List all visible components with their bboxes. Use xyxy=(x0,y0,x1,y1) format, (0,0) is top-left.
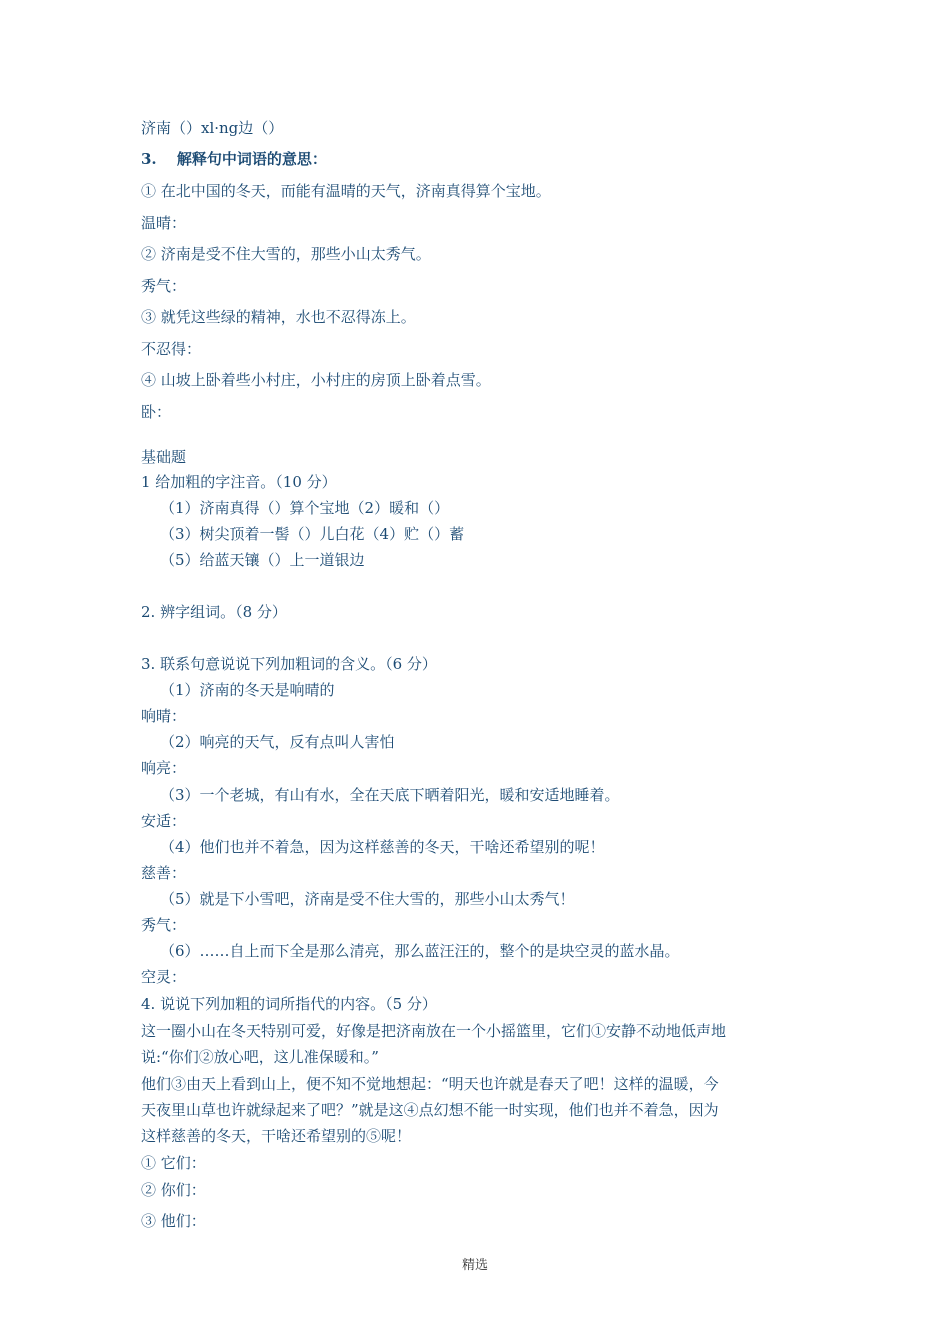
q3-title: 3. 联系句意说说下列加粗词的含义。（6 分） xyxy=(141,655,437,673)
q3-label-4: 慈善： xyxy=(141,864,187,882)
q4-passage-line-3: 他们③由天上看到山上，便不知不觉地想起：“明天也许就是春天了吧！这样的温暖，今 xyxy=(141,1075,719,1093)
q4-passage-line-4: 天夜里山草也许就绿起来了吧？”就是这④点幻想不能一时实现，他们也并不着急，因为 xyxy=(141,1101,719,1119)
q2-title: 2. 辨字组词。（8 分） xyxy=(141,603,287,621)
q4-passage-line-2: 说:“你们②放心吧，这儿准保暖和。” xyxy=(141,1048,379,1066)
q4-answer-1: ① 它们： xyxy=(141,1154,206,1172)
sentence-2: ② 济南是受不住大雪的，那些小山太秀气。 xyxy=(141,245,431,263)
q3-sentence-3: （3）一个老城，有山有水，全在天底下晒着阳光，暖和安适地睡着。 xyxy=(160,786,620,804)
q3-label-6: 空灵： xyxy=(141,968,187,986)
q3-sentence-5: （5）就是下小雪吧，济南是受不住大雪的，那些小山太秀气！ xyxy=(160,890,575,908)
answer-label-1: 温晴： xyxy=(141,214,187,232)
pinyin-line: 济南（）xl·ng边（） xyxy=(141,119,284,137)
answer-label-2: 秀气： xyxy=(141,277,187,295)
q4-passage-line-5: 这样慈善的冬天，干啥还希望别的⑤呢！ xyxy=(141,1127,412,1145)
question-3-title: 3. 解释句中词语的意思： xyxy=(141,150,327,168)
q4-title: 4. 说说下列加粗的词所指代的内容。（5 分） xyxy=(141,995,437,1013)
q3-sentence-6: （6）……自上而下全是那么清亮，那么蓝汪汪的，整个的是块空灵的蓝水晶。 xyxy=(160,942,680,960)
q1-line-1: （1）济南真得（）算个宝地（2）暖和（） xyxy=(160,499,450,517)
q3-sentence-4: （4）他们也并不着急，因为这样慈善的冬天，干啥还希望别的呢！ xyxy=(160,838,605,856)
page-footer: 精选 xyxy=(461,1258,488,1273)
sentence-3: ③ 就凭这些绿的精神，水也不忍得冻上。 xyxy=(141,308,416,326)
sentence-1: ① 在北中国的冬天，而能有温晴的天气，济南真得算个宝地。 xyxy=(141,182,551,200)
answer-label-3: 不忍得： xyxy=(141,340,202,358)
q4-answer-2: ② 你们： xyxy=(141,1181,206,1199)
q3-sentence-2: （2）响亮的天气，反有点叫人害怕 xyxy=(160,733,395,751)
q3-label-2: 响亮： xyxy=(141,759,187,777)
q3-label-5: 秀气： xyxy=(141,916,187,934)
q1-title: 1 给加粗的字注音。（10 分） xyxy=(141,473,337,491)
q1-line-3: （5）给蓝天镶（）上一道银边 xyxy=(160,551,365,569)
section-heading: 基础题 xyxy=(141,448,187,466)
q3-label-3: 安适： xyxy=(141,812,187,830)
q4-passage-line-1: 这一圈小山在冬天特别可爱，好像是把济南放在一个小摇篮里，它们①安静不动地低声地 xyxy=(141,1022,727,1040)
q4-answer-3: ③ 他们： xyxy=(141,1212,206,1230)
q3-sentence-1: （1）济南的冬天是响晴的 xyxy=(160,681,335,699)
q3-label-1: 响晴： xyxy=(141,707,187,725)
q1-line-2: （3）树尖顶着一髻（）儿白花（4）贮（）蓄 xyxy=(160,525,465,543)
answer-label-4: 卧： xyxy=(141,403,172,421)
sentence-4: ④ 山坡上卧着些小村庄，小村庄的房顶上卧着点雪。 xyxy=(141,371,491,389)
